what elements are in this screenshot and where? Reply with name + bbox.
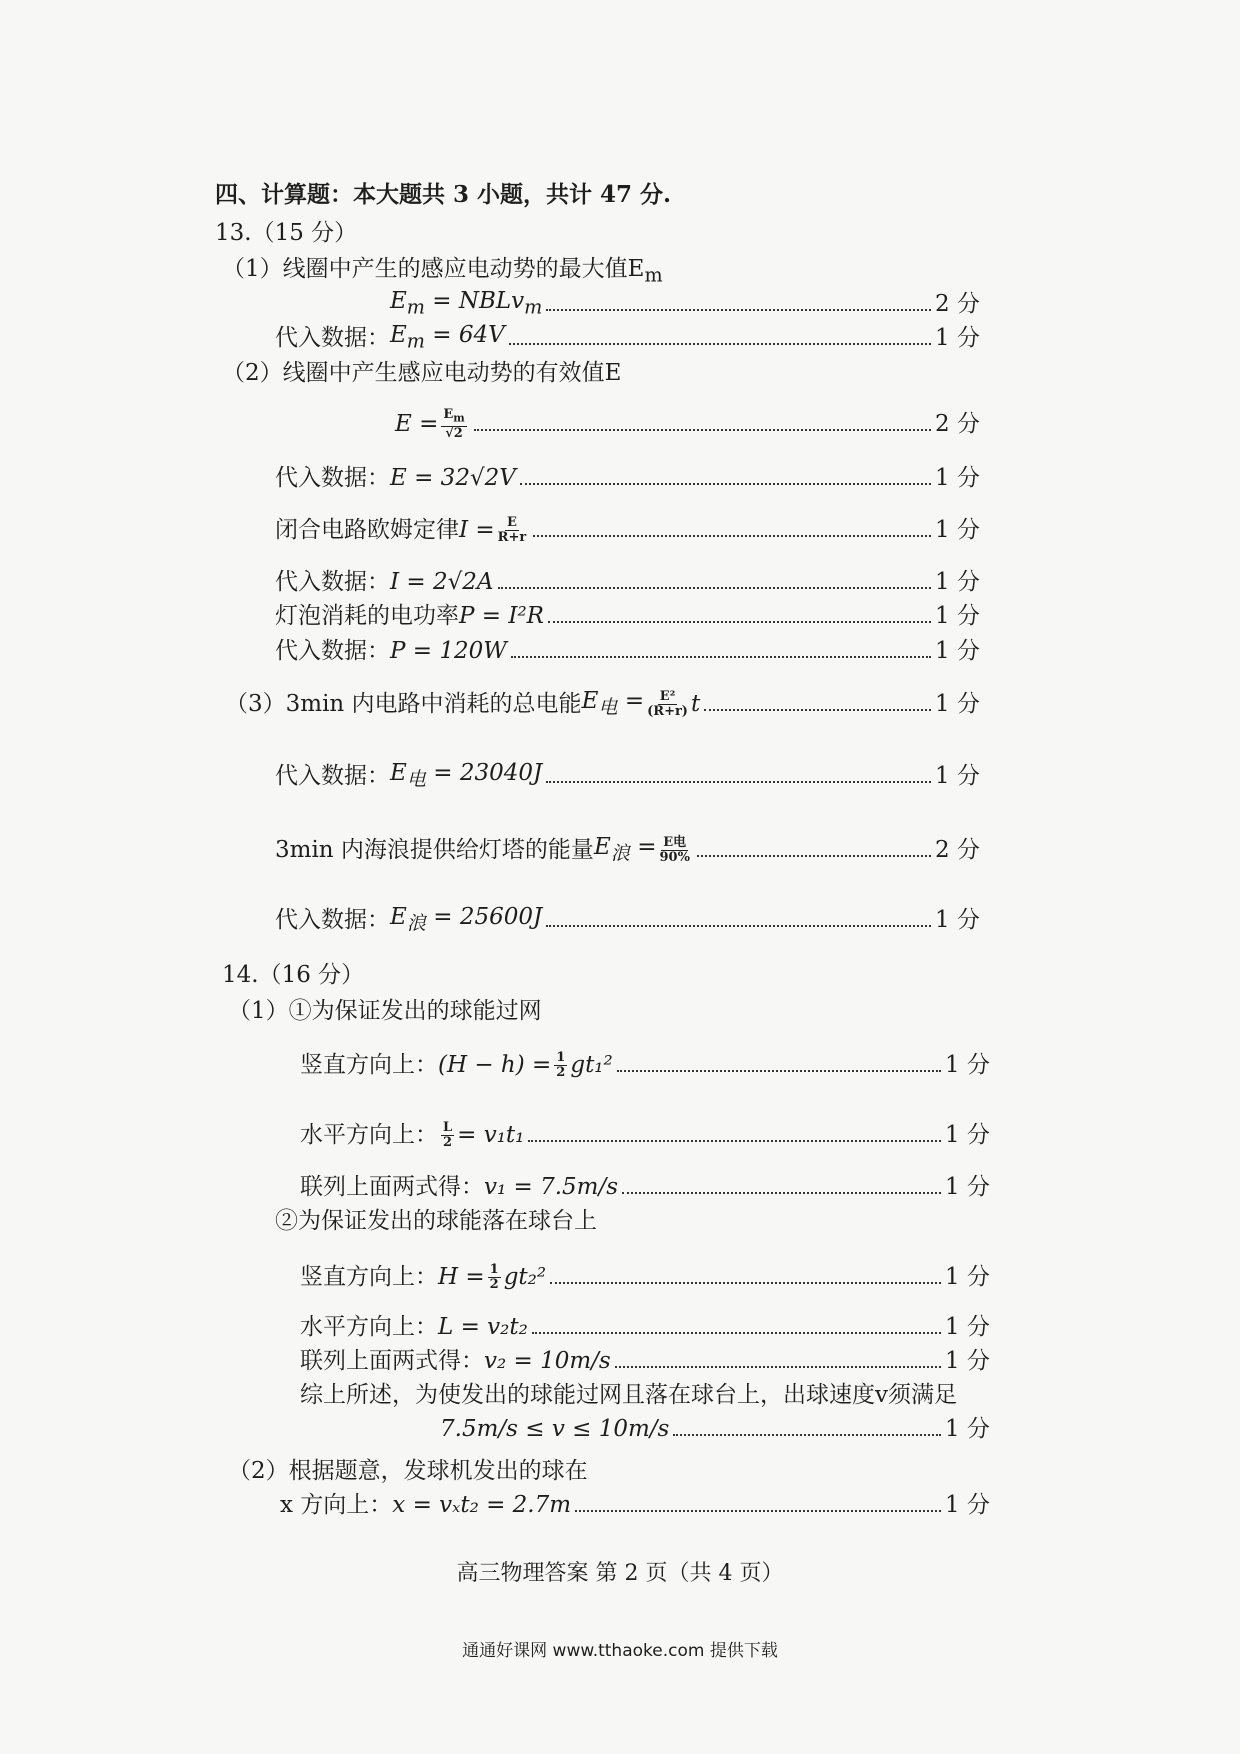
q14-line2 xyxy=(300,1120,990,1150)
q14-l1-expr: (H − h) = xyxy=(438,1052,552,1078)
leader-dots xyxy=(509,343,931,345)
q13-line7 xyxy=(275,601,980,631)
q13-l3-score: 2 分 xyxy=(935,411,980,438)
q13-l9-label: （3）3min 内电路中消耗的总电能 xyxy=(225,691,582,718)
leader-dots xyxy=(622,1192,941,1194)
q13-line12 xyxy=(275,902,980,939)
q13-l4-score: 1 分 xyxy=(935,465,980,491)
q14-l4-score: 1 分 xyxy=(945,1264,990,1290)
q14-line1 xyxy=(300,1050,990,1080)
q13-l11-den: 90% xyxy=(659,849,690,865)
q13-l10-score: 1 分 xyxy=(935,763,980,790)
q13-l12-expr: E xyxy=(390,904,407,930)
leader-dots xyxy=(550,1282,941,1284)
q13-l5-score: 1 分 xyxy=(935,517,980,543)
q13-l7-score: 1 分 xyxy=(935,603,980,629)
q13-l4-expr: E = 32√2V xyxy=(390,465,516,491)
q13-l12-score: 1 分 xyxy=(935,907,980,934)
q13-l1-expr: E xyxy=(390,288,407,314)
section-heading: 四、计算题：本大题共 3 小题，共计 47 分. xyxy=(215,181,672,208)
q13-l9-eq: = xyxy=(617,688,645,714)
q14-l2-label: 水平方向上： xyxy=(300,1122,438,1148)
q13-l11-expr: E xyxy=(593,834,611,860)
q13-l9-sub: 电 xyxy=(598,695,618,719)
q14-line6 xyxy=(300,1346,990,1376)
q13-l6-expr: I = 2√2A xyxy=(390,569,494,595)
q13-line3 xyxy=(395,408,980,441)
q14-summary: 综上所述，为使发出的球能过网且落在球台上，出球速度v须满足 xyxy=(300,1382,957,1408)
q13-l6-score: 1 分 xyxy=(935,569,980,595)
q14-l4-label: 竖直方向上： xyxy=(300,1264,438,1290)
q13-l5-frac xyxy=(498,516,527,545)
q14-l3-label: 联列上面两式得： xyxy=(300,1174,484,1200)
q13-part1-sub: m xyxy=(644,263,663,287)
q14-l1-label: 竖直方向上： xyxy=(300,1052,438,1078)
q13-line2 xyxy=(275,320,980,357)
q14-l5-label: 水平方向上： xyxy=(300,1314,438,1340)
q14-l4-expr: H = xyxy=(438,1264,485,1290)
q14-l5-score: 1 分 xyxy=(945,1314,990,1340)
q13-l9-frac xyxy=(647,690,688,719)
q13-l2-expr: E xyxy=(390,322,407,348)
q13-l1-rest: = NBLv xyxy=(424,288,525,314)
q13-l6-label: 代入数据： xyxy=(275,569,390,595)
q14-l8-score: 1 分 xyxy=(945,1492,990,1518)
q13-l11-frac xyxy=(659,836,689,865)
q13-line11 xyxy=(275,832,980,869)
q14-l8-label: x 方向上： xyxy=(280,1492,393,1518)
q14-l8-expr: x = vₓt₂ = 2.7m xyxy=(392,1492,572,1518)
q13-part1-text: （1）线圈中产生的感应电动势的最大值E xyxy=(222,256,645,282)
leader-dots xyxy=(532,1332,941,1334)
q14-l2-score: 1 分 xyxy=(945,1122,990,1148)
leader-dots xyxy=(615,1366,941,1368)
q13-l2-score: 1 分 xyxy=(935,325,980,352)
q13-l5-num: E xyxy=(506,514,517,530)
q13-l3-expr: E = xyxy=(395,411,439,438)
q14-l1-den: 2 xyxy=(556,1064,566,1080)
leader-dots xyxy=(528,1140,941,1142)
leader-dots xyxy=(546,781,931,783)
leader-dots xyxy=(474,429,931,431)
q13-l7-label: 灯泡消耗的电功率 xyxy=(275,603,459,629)
q13-l10-rest: = 23040J xyxy=(425,760,543,786)
q13-l12-label: 代入数据： xyxy=(275,907,390,934)
q14-l2-den: 2 xyxy=(443,1134,453,1150)
leader-dots xyxy=(673,1434,941,1436)
q13-l3-den: √2 xyxy=(445,425,463,441)
q13-title: 13.（15 分） xyxy=(215,220,358,246)
q13-l1-score: 2 分 xyxy=(935,291,980,318)
q14-line7 xyxy=(440,1414,990,1444)
q13-l2-label: 代入数据： xyxy=(275,325,390,352)
q14-line3 xyxy=(300,1172,990,1202)
leader-dots xyxy=(546,925,931,927)
q13-l11-eq: = xyxy=(629,834,657,860)
q14-l1-num: 1 xyxy=(556,1049,566,1065)
q14-l4-num: 1 xyxy=(489,1261,499,1277)
q13-l8-label: 代入数据： xyxy=(275,638,390,664)
leader-dots xyxy=(617,1070,941,1072)
page-footer: 高三物理答案 第 2 页（共 4 页） xyxy=(456,1561,784,1586)
q14-l1-score: 1 分 xyxy=(945,1052,990,1078)
q13-l10-expr: E xyxy=(390,760,407,786)
q14-l6-label: 联列上面两式得： xyxy=(300,1348,484,1374)
q13-l8-expr: P = 120W xyxy=(390,638,507,664)
q14-l3-expr: v₁ = 7.5m/s xyxy=(484,1174,619,1200)
q13-part2-label: （2）线圈中产生感应电动势的有效值E xyxy=(222,360,622,386)
q14-l4-frac xyxy=(488,1263,501,1292)
leader-dots xyxy=(548,621,931,623)
q13-l1-sub: m xyxy=(406,295,425,319)
q14-part3-label: （2）根据题意，发球机发出的球在 xyxy=(228,1458,588,1484)
leader-dots xyxy=(533,535,931,537)
leader-dots xyxy=(575,1510,941,1512)
q14-l6-expr: v₂ = 10m/s xyxy=(484,1348,611,1374)
q13-l9-den: (R+r) xyxy=(647,703,688,719)
leader-dots xyxy=(697,855,931,857)
q13-l5-expr: I = xyxy=(459,517,495,543)
q14-l2-frac xyxy=(441,1121,454,1150)
leader-dots xyxy=(498,587,932,589)
q14-l2-num: L xyxy=(443,1119,453,1135)
q14-line4 xyxy=(300,1262,990,1292)
q13-l4-label: 代入数据： xyxy=(275,465,390,491)
q13-l5-label: 闭合电路欧姆定律 xyxy=(275,517,459,543)
q14-l5-expr: L = v₂t₂ xyxy=(438,1314,528,1340)
q13-line8 xyxy=(275,636,980,666)
q14-l4-den: 2 xyxy=(489,1276,499,1292)
q13-l9-expr: E xyxy=(581,688,599,714)
q14-part1-label: （1）①为保证发出的球能过网 xyxy=(228,998,542,1024)
q14-part2-label: ②为保证发出的球能落在球台上 xyxy=(275,1208,597,1234)
q14-l1-rest: gt₁² xyxy=(570,1052,613,1078)
q13-l2-sub: m xyxy=(406,329,425,353)
q14-l7-expr: 7.5m/s ≤ v ≤ 10m/s xyxy=(440,1416,670,1442)
q13-l8-score: 1 分 xyxy=(935,638,980,664)
q13-l10-sub: 电 xyxy=(406,767,426,791)
q13-l9-num: E² xyxy=(659,688,676,704)
q14-line5 xyxy=(300,1312,990,1342)
q13-line9 xyxy=(225,686,980,723)
q13-l11-num: E电 xyxy=(663,834,687,850)
q13-l9-t: t xyxy=(690,691,701,718)
q13-l7-expr: P = I²R xyxy=(459,603,544,629)
q13-l3-frac xyxy=(441,408,466,441)
q13-line5 xyxy=(275,515,980,545)
q13-l11-sub: 浪 xyxy=(610,841,630,865)
leader-dots xyxy=(546,309,931,311)
q14-l7-score: 1 分 xyxy=(945,1416,990,1442)
q13-l11-label: 3min 内海浪提供给灯塔的能量 xyxy=(275,837,594,864)
q13-l1-sub2: m xyxy=(524,295,543,319)
q13-l3-num-sub: m xyxy=(453,411,465,425)
q13-l9-score: 1 分 xyxy=(935,691,980,718)
q14-l2-rest: = v₁t₁ xyxy=(457,1122,525,1148)
q13-line4 xyxy=(275,463,980,493)
q14-title: 14.（16 分） xyxy=(222,962,365,988)
q13-line10 xyxy=(275,758,980,795)
q13-l3-num: E xyxy=(443,407,454,422)
site-credit: 通通好课网 www.tthaoke.com 提供下载 xyxy=(462,1641,778,1661)
q14-l1-frac xyxy=(554,1051,567,1080)
q13-l12-sub: 浪 xyxy=(406,911,426,935)
q13-l11-score: 2 分 xyxy=(935,837,980,864)
leader-dots xyxy=(704,709,931,711)
q13-l5-den: R+r xyxy=(497,529,527,545)
q13-l2-rest: = 64V xyxy=(424,322,505,348)
q13-line1 xyxy=(390,286,980,323)
leader-dots xyxy=(520,483,931,485)
q13-l12-rest: = 25600J xyxy=(425,904,543,930)
q13-l10-label: 代入数据： xyxy=(275,763,390,790)
q13-line6 xyxy=(275,567,980,597)
q14-l3-score: 1 分 xyxy=(945,1174,990,1200)
q14-l4-rest: gt₂² xyxy=(503,1264,547,1290)
q14-line8 xyxy=(280,1490,990,1520)
leader-dots xyxy=(511,656,931,658)
q14-l6-score: 1 分 xyxy=(945,1348,990,1374)
